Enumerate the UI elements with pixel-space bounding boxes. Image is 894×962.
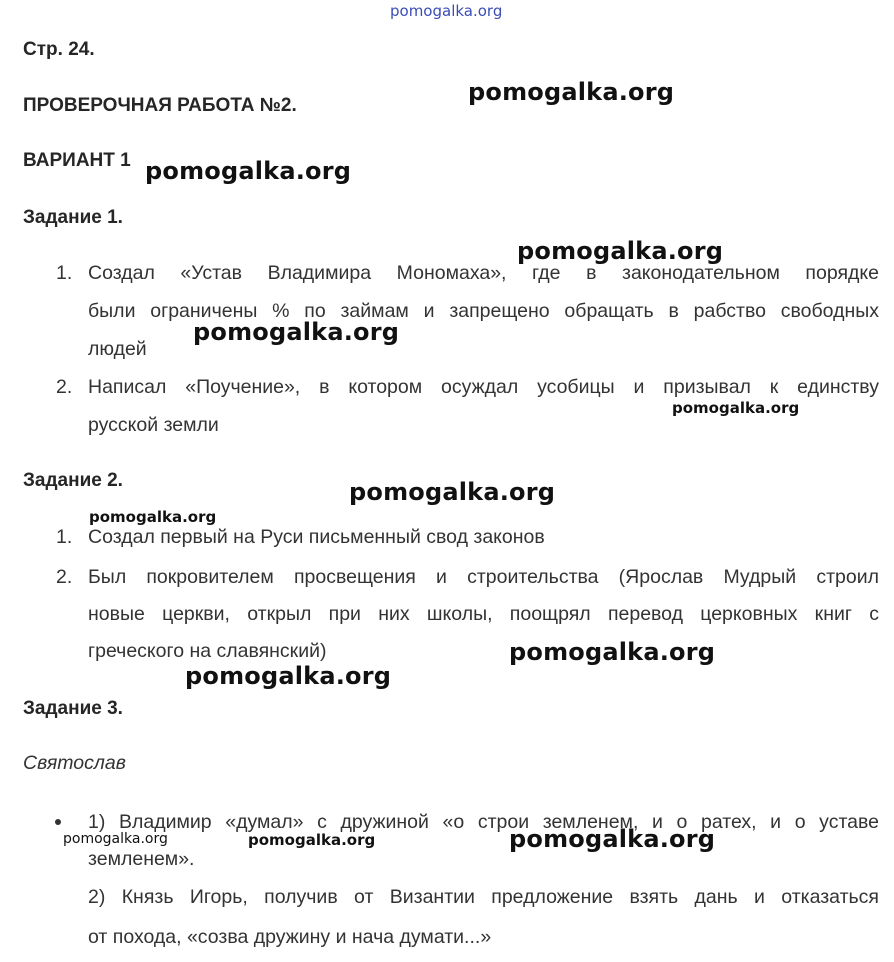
watermark-top: pomogalka.org [390,2,503,20]
task1-item2-line1: Написал «Поучение», в котором осуждал усобицы и призывал к единству [88,376,879,398]
watermark-8: pomogalka.org [509,638,716,666]
task2-item1-line1: Создал первый на Руси письменный свод законов [88,526,545,548]
task3-line2: земленем». [88,848,195,870]
variant-heading: ВАРИАНТ 1 [23,150,131,171]
watermark-11: pomogalka.org [248,831,376,849]
task3-subject: Святослав [23,752,126,774]
page-number: Стр. 24. [23,39,95,60]
watermark-6: pomogalka.org [349,478,556,506]
watermark-4: pomogalka.org [193,318,400,346]
watermark-9: pomogalka.org [185,662,392,690]
watermark-10: pomogalka.org [63,831,168,847]
task2-heading: Задание 2. [23,470,123,491]
task1-item1-line2: были ограничены % по займам и запрещено обращать в рабство свободных [88,300,879,322]
watermark-5: pomogalka.org [672,399,800,417]
task2-item2-line2: новые церкви, открыл при них школы, поощрял перевод церковных книг с [88,603,879,625]
task3-line4: от похода, «созва дружину и нача думати...» [88,926,492,948]
task1-item1-number: 1. [56,262,73,284]
task2-item2-line1: Был покровителем просвещения и строительства (Ярослав Мудрый строил [88,566,879,588]
watermark-3: pomogalka.org [517,237,724,265]
task1-item2-line2: русской земли [88,414,219,436]
document-title: ПРОВЕРОЧНАЯ РАБОТА №2. [23,95,297,116]
bullet-marker [55,819,61,825]
watermark-12: pomogalka.org [509,825,716,853]
task1-item1-line3: людей [88,338,147,360]
task1-item2-number: 2. [56,376,73,398]
task3-line3: 2) Князь Игорь, получив от Византии предложение взять дань и отказаться [88,886,879,908]
task2-item2-number: 2. [56,566,73,588]
watermark-1: pomogalka.org [468,78,675,106]
task3-heading: Задание 3. [23,698,123,719]
watermark-2: pomogalka.org [145,157,352,185]
task1-heading: Задание 1. [23,207,123,228]
task3-line1: 1) Владимир «думал» с дружиной «о строи земленем, и о ратех, и о уставе [88,811,879,833]
task1-item1-line1: Создал «Устав Владимира Мономаха», где в законодательном порядке [88,262,879,284]
task2-item2-line3: греческого на славянский) [88,640,327,662]
task2-item1-number: 1. [56,526,73,548]
watermark-7: pomogalka.org [89,508,217,526]
